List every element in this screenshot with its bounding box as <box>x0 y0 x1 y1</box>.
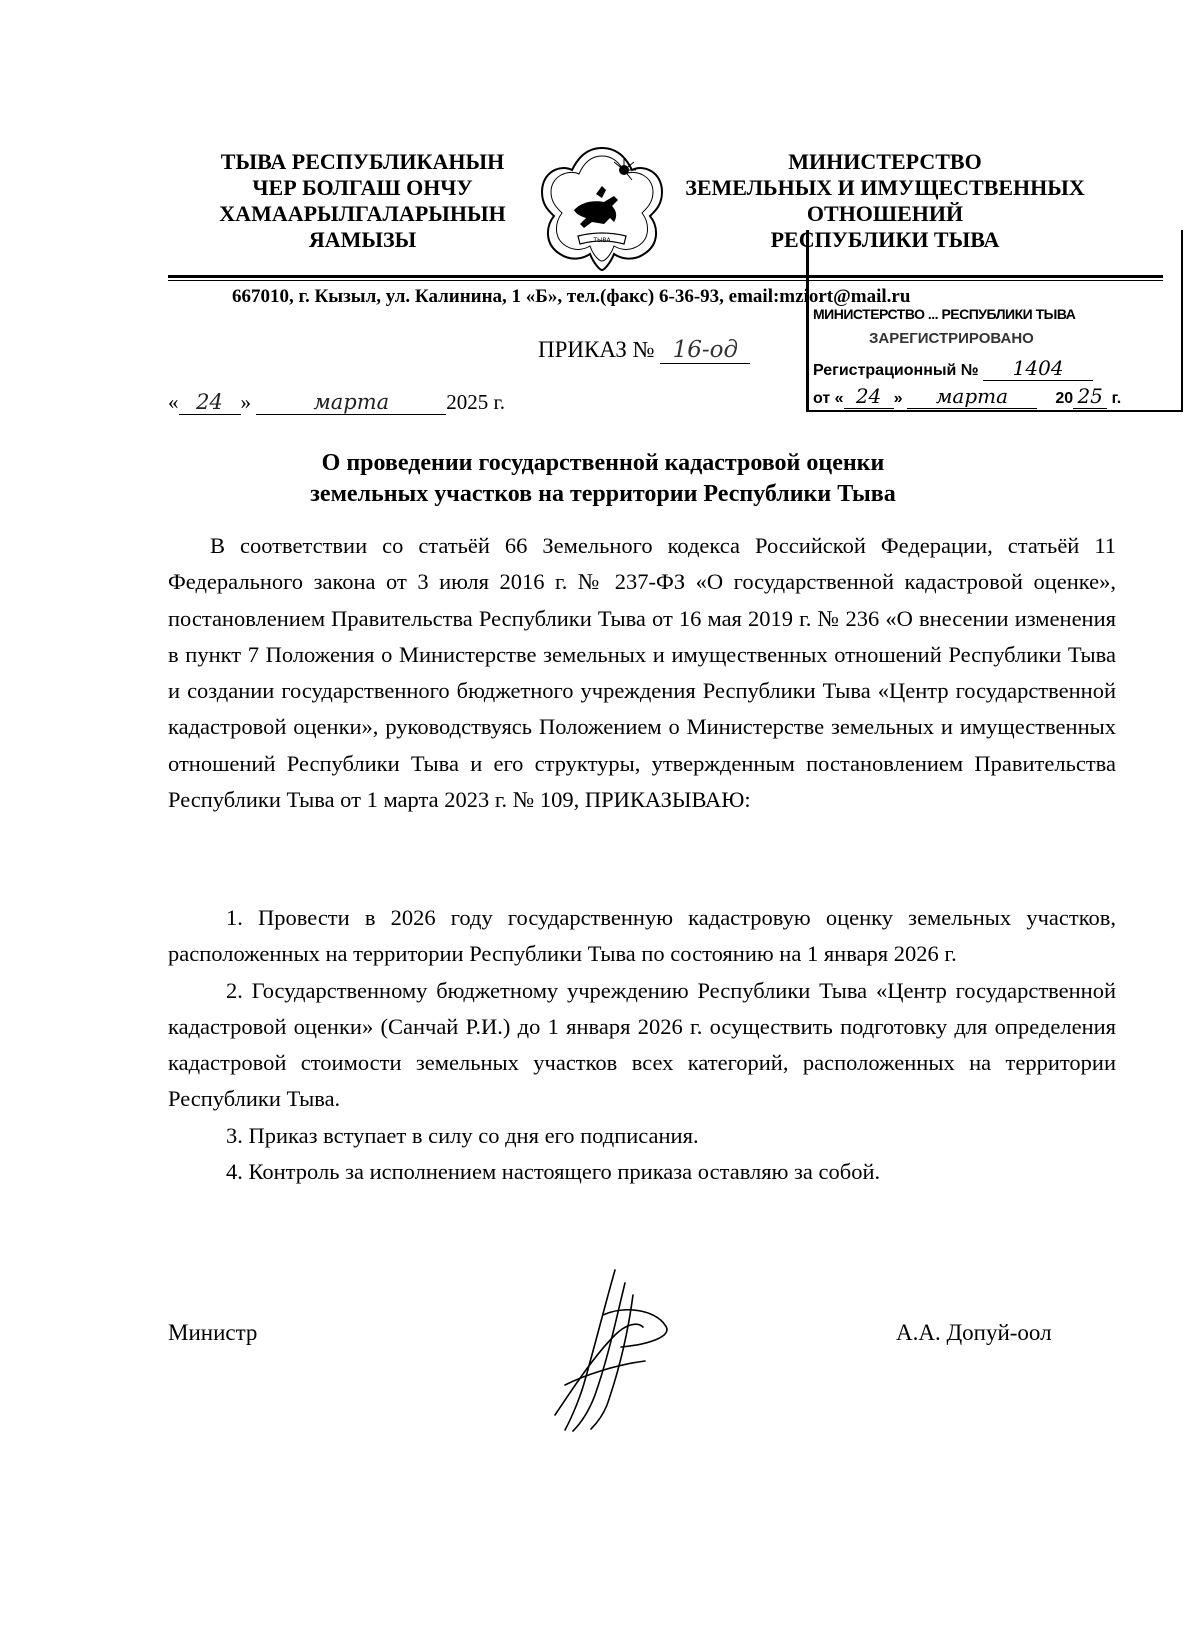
document-title <box>168 448 1038 510</box>
emblem-text: ТЫВА <box>593 237 611 244</box>
preamble-paragraph: В соответствии со статьёй 66 Земельного кодекса Российской Федерации, статьёй 11 Федерального закона от 3 июля 2016 г. № 237-ФЗ «О государственной кадастровой оценке», постановлением Правительства Республики Тыва от 16 мая 2019 г. № 236 «О внесении изменения в пункт 7 Положения о Министерстве земельных и имущественных отношений Республики Тыва и создании государственного бюджетного учреждения Республики Тыва «Центр государственной кадастровой оценки», руководствуясь Положением о Министерстве земельных и имущественных отношений Республики Тыва и его структуры, утвержденным постановлением Правительства Республики Тыва от 1 марта 2023 г. № 109, ПРИКАЗЫВАЮ: <box>168 533 1116 813</box>
header-right-line: ОТНОШЕНИЙ <box>806 201 964 226</box>
stamp-ministry-line: МИНИСТЕРСТВО ... РЕСПУБЛИКИ ТЫВА <box>813 306 1076 322</box>
stamp-date-row <box>813 384 1121 409</box>
header-left-line: ХАМААРЫЛГАЛАРЫНЫН <box>219 201 506 226</box>
header-right-line: РЕСПУБЛИКИ ТЫВА <box>770 227 1000 252</box>
stamp-reg-number-row <box>813 356 1093 381</box>
order-item: 2. Государственному бюджетному учреждению Республики Тыва «Центр государственной кадастровой оценки» (Санчай Р.И.) до 1 января 2026 г. осуществить подготовку для определения кадастровой стоимости земельных участков всех категорий, расположенных на территории Республики Тыва. <box>168 977 1116 1112</box>
header-left-line: ТЫВА РЕСПУБЛИКАНЫН <box>220 149 505 174</box>
order-month: марта <box>256 390 446 415</box>
republic-emblem <box>532 140 672 275</box>
stamp-registered-line: ЗАРЕГИСТРИРОВАНО <box>869 330 1034 347</box>
handwritten-signature <box>525 1265 685 1435</box>
header-right-line: МИНИСТЕРСТВО <box>788 149 982 174</box>
signer-name: А.А. Допуй-оол <box>896 1320 1052 1345</box>
title-line: земельных участков на территории Республики Тыва <box>310 481 896 507</box>
order-year: 2025 г. <box>446 390 505 414</box>
stamp-year-end: г. <box>1111 390 1122 407</box>
signer-role: Министр <box>168 1320 258 1345</box>
header-left-line: ЯАМЫЗЫ <box>308 227 417 252</box>
stamp-month: марта <box>907 384 1037 409</box>
stamp-day: 24 <box>844 384 894 409</box>
stamp-date-prefix: от « <box>813 390 844 407</box>
order-item: 1. Провести в 2026 году государственную кадастровую оценку земельных участков, расположенных на территории Республики Тыва по состоянию на 1 января 2026 г. <box>168 905 1116 967</box>
registration-stamp <box>806 230 1183 412</box>
header-left-org-name <box>190 149 535 253</box>
date-close-quote: » <box>240 390 251 414</box>
order-item: 3. Приказ вступает в силу со дня его подписания. <box>226 1122 699 1148</box>
preamble-section <box>168 528 1116 818</box>
order-label: ПРИКАЗ № <box>538 337 655 362</box>
header-left-line: ЧЕР БОЛГАШ ОНЧУ <box>252 175 473 200</box>
stamp-year-suffix: 25 <box>1073 384 1107 409</box>
order-items <box>168 900 1116 1190</box>
order-number: 16-од <box>660 337 750 364</box>
stamp-date-mid: » <box>893 390 903 407</box>
stamp-year-prefix: 20 <box>1055 390 1074 407</box>
order-date-row <box>168 390 505 415</box>
order-day: 24 <box>179 390 241 415</box>
order-item: 4. Контроль за исполнением настоящего приказа оставляю за собой. <box>226 1159 881 1185</box>
date-open-quote: « <box>168 390 179 414</box>
header-right-line: ЗЕМЕЛЬНЫХ И ИМУЩЕСТВЕННЫХ <box>685 175 1085 200</box>
order-number-row <box>538 337 750 364</box>
stamp-reg-number: 1404 <box>983 356 1093 381</box>
title-line: О проведении государственной кадастровой оценки <box>321 450 885 476</box>
organization-address: 667010, г. Кызыл, ул. Калинина, 1 «Б», тел.(факс) 6-36-93, email:mziort@mail.ru <box>232 286 911 307</box>
stamp-reg-label: Регистрационный № <box>813 362 979 379</box>
